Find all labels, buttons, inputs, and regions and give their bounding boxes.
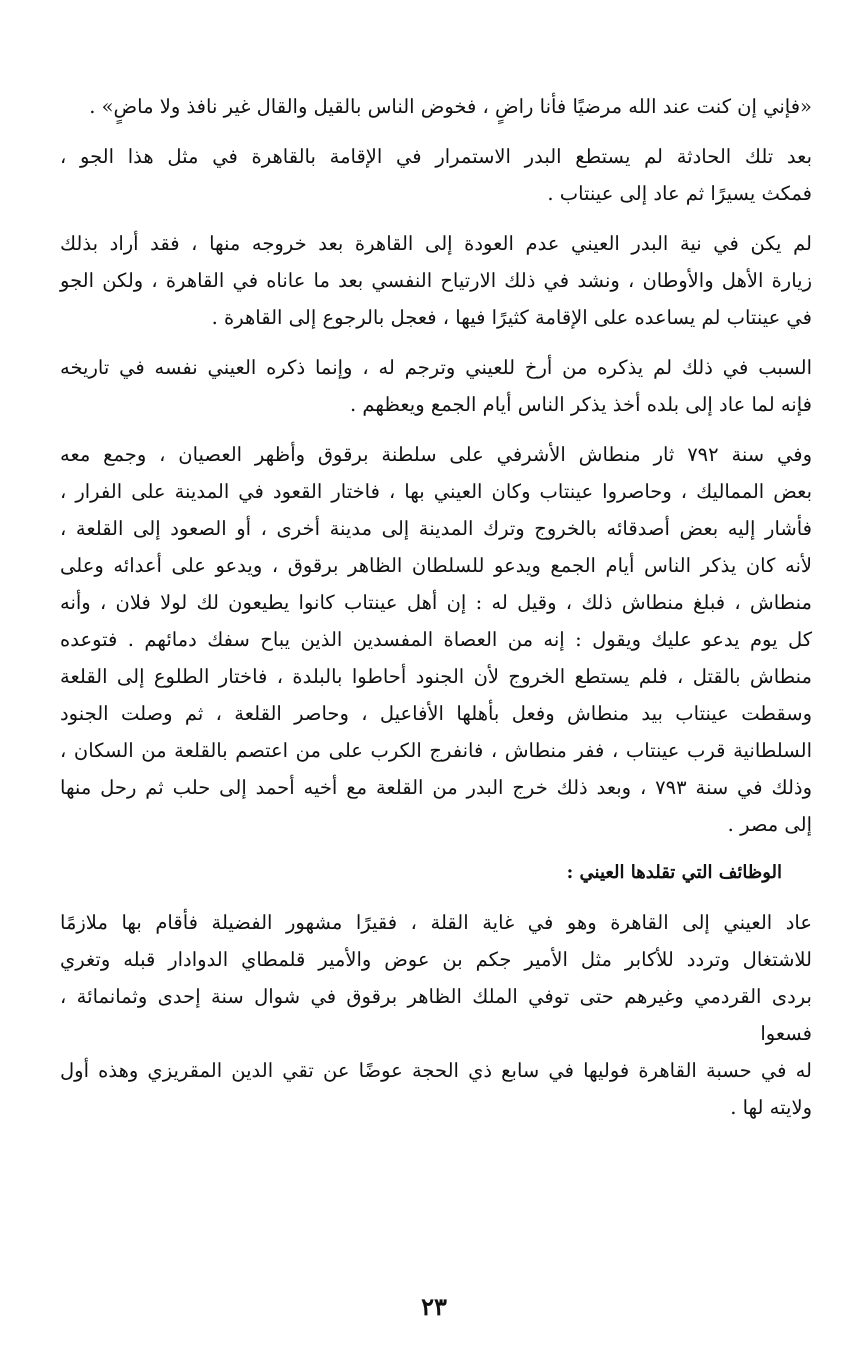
page-body	[60, 88, 812, 1139]
text-line: بعض المماليك ، وحاصروا عينتاب وكان العيني بها ، فاختار القعود في المدينة على الفرار ،	[60, 480, 812, 503]
paragraph	[60, 349, 812, 423]
text-line: بردى القردمي وغيرهم حتى توفي الملك الظاهر برقوق في شوال سنة إحدى وثمانمائة ، فسعوا	[60, 985, 812, 1045]
text-line: ولايته لها .	[730, 1096, 812, 1119]
text-line: وفي سنة ٧٩٢ ثار منطاش الأشرفي على سلطنة برقوق وأظهر العصيان ، وجمع معه	[60, 443, 812, 466]
paragraph	[60, 436, 812, 843]
text-line: عاد العيني إلى القاهرة وهو في غاية القلة ، فقيرًا مشهور الفضيلة فأقام بها ملازمًا	[60, 911, 812, 934]
page-number: ٢٣	[421, 1292, 447, 1321]
text-line: فإنه لما عاد إلى بلده أخذ يذكر الناس أيام الجمع ويعظهم .	[350, 393, 812, 416]
text-line: السبب في ذلك لم يذكره من أرخ للعيني وترجم له ، وإنما ذكره العيني نفسه في تاريخه	[60, 356, 812, 379]
text-line: للاشتغال وتردد للأكابر مثل الأمير جكم بن عوض والأمير قلمطاي الدوادار قبله وتغري	[60, 948, 812, 971]
paragraph	[60, 904, 812, 1126]
paragraph	[60, 88, 812, 125]
text-line: لم يكن في نية البدر العيني عدم العودة إلى القاهرة بعد خروجه منها ، فقد أراد بذلك	[60, 232, 812, 255]
paragraph	[60, 138, 812, 212]
text-line: وذلك في سنة ٧٩٣ ، وبعد ذلك خرج البدر من القلعة مع أخيه أحمد إلى حلب ثم رحل منها	[60, 776, 813, 799]
text-line: وسقطت عينتاب بيد منطاش وفعل بأهلها الأفاعيل ، وحاصر القلعة ، ثم وصلت الجنود	[60, 702, 812, 725]
text-line: فأشار إليه بعض أصدقائه بالخروج وترك المدينة إلى مدينة أخرى ، أو الصعود إلى القلعة ،	[60, 517, 812, 540]
text-line: لأنه كان يذكر الناس أيام الجمع ويدعو للسلطان الظاهر برقوق ، ويدعو على أعدائه وعلى	[60, 554, 812, 577]
text-line: كل يوم يدعو عليك ويقول : إنه من العصاة المفسدين الذين يباح سفك دمائهم . فتوعده	[60, 628, 812, 651]
text-line: السلطانية قرب عينتاب ، ففر منطاش ، فانفرج الكرب على من اعتصم بالقلعة من السكان ،	[60, 739, 812, 762]
text-line: منطاش بالقتل ، فلم يستطع الخروج لأن الجنود أحاطوا بالبلدة ، فاختار الطلوع إلى القلعة	[60, 665, 812, 688]
text-line: له في حسبة القاهرة فوليها في سابع ذي الحجة عوضًا عن تقي الدين المقريزي وهذه أول	[60, 1059, 812, 1082]
text-line: زيارة الأهل والأوطان ، ونشد في ذلك الارتياح النفسي بعد ما عاناه في القاهرة ، ولكن الجو	[60, 269, 812, 292]
text-line: في عينتاب لم يساعده على الإقامة كثيرًا فيها ، فعجل بالرجوع إلى القاهرة .	[211, 306, 812, 329]
text-line: منطاش ، فبلغ منطاش ذلك ، وقيل له : إن أهل عينتاب كانوا يطيعون لك لولا فلان ، وأنه	[60, 591, 812, 614]
paragraph	[60, 225, 812, 336]
text-line: فمكث يسيرًا ثم عاد إلى عينتاب .	[547, 182, 812, 205]
text-line: بعد تلك الحادثة لم يستطع البدر الاستمرار في الإقامة بالقاهرة في مثل هذا الجو ،	[60, 145, 812, 168]
text-line: إلى مصر .	[727, 813, 812, 836]
section-heading: الوظائف التي تقلدها العيني :	[566, 862, 782, 883]
text-line: «فإني إن كنت عند الله مرضيًا فأنا راضٍ ، فخوض الناس بالقيل والقال غير نافذ ولا ماضٍ» .	[89, 95, 812, 118]
